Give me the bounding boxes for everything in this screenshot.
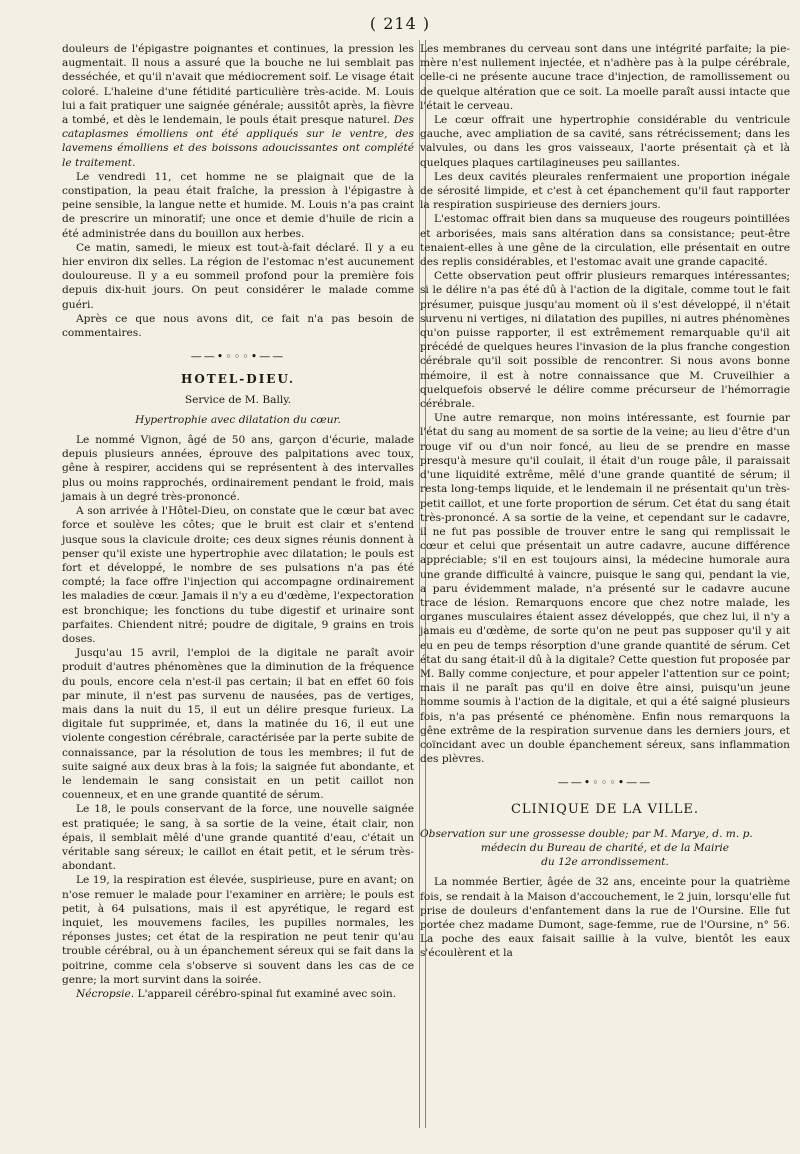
paragraph: Après ce que nous avons dit, ce fait n'a pas besoin de commentaires. xyxy=(62,312,414,340)
section-title: HOTEL-DIEU. xyxy=(181,372,295,387)
necropsy-label: Nécropsie. xyxy=(76,988,135,1000)
paragraph: Jusqu'au 15 avril, l'emploi de la digitale ne paraît avoir produit d'autres phénomènes que la diminution de la fréquence du pouls, encore cela n'est-il pas certain; il bat en effet 60 fois par minute, il n'est pas survenu de nausées, pas de vertiges, mais dans la nuit du 15, il eut un délire presque furieux. La digitale fut supprimée, et, dans la matinée du 16, il eut une violente congestion cérébrale, caractérisée par la perte subite de connaissance, par la résolution de tous les membres; il fut de suite saigné aux deux bras à la fois; la saignée fut abondante, et le lendemain le sang consistait en un petit caillot non couenneux, et en une grande quantité de sérum. xyxy=(62,647,414,802)
page-number: ( 214 ) xyxy=(369,14,431,33)
paragraph: Le cœur offrait une hypertrophie considérable du ventricule gauche, avec ampliation de sa cavité, sans rétrécissement; dans les valvules, ou dans les gros vaisseaux, l'aorte présentait çà et là quelques plaques cartilagineuses peu saillantes. xyxy=(420,114,790,169)
paragraph: Les membranes du cerveau sont dans une intégrité parfaite; la pie-mère n'est nullement injectée, et n'adhère pas à la pulpe cérébrale, celle-ci ne présente aucune trace d'injection, de ramollissement ou de quelque altération que ce soit. La moelle paraît aussi intacte que l'était le cerveau. xyxy=(420,43,790,112)
paragraph: Cette observation peut offrir plusieurs remarques intéressantes; si le délire n'a pas été dû à l'action de la digitale, comme tout le fait présumer, puisque jusqu'au moment où il s'est développé, il n'était survenu ni vertiges, ni dilatation des pupilles, ni autres phénomènes qu'on puisse rapporter, il est extrêmement remarquable qu'il ait précédé de quelques heures l'invasion de la plus franche congestion cérébrale qu'il soit possible de rencontrer. Si nous avons bonne mémoire, il est à notre connaissance que M. Cruveilhier a quelquefois observé le délire comme précurseur de l'hémorragie cérébrale. xyxy=(420,270,790,411)
case-title: Hypertrophie avec dilatation du cœur. xyxy=(135,413,341,426)
paragraph: douleurs de l'épigastre poignantes et continues, la pression les augmentait. Il nous a assuré que la bouche ne lui semblait pas desséchée, et qu'il n'avait que médiocrement soif. Le visage était coloré. L'haleine d'une fétidité particulière très-acide. M. Louis lui a fait pratiquer une saignée générale; aussitôt après, la fièvre a tombé, et dès le lendemain, le pouls était presque naturel. Des cataplasmes émolliens ont été appliqués sur le ventre, des lavemens émolliens et des boissons adoucissantes ont complété le traitement. xyxy=(62,43,414,169)
paragraph: Les deux cavités pleurales renfermaient une proportion inégale de sérosité limpide, et c'est à cet épanchement qu'il faut rapporter la respiration suspirieuse des derniers jours. xyxy=(420,170,790,212)
paragraph: A son arrivée à l'Hôtel-Dieu, on constate que le cœur bat avec force et soulève les côtes; que le bruit est clair et s'entend jusque sous la clavicule droite; ces deux signes réunis donnent à penser qu'il existe une hypertrophie avec dilatation; le pouls est fort et développé, le nombre de ses pulsations n'a pas été compté; la face offre l'injection qui accompagne ordinairement les maladies de cœur. Jamais il n'y a eu d'œdème, l'expectoration est bronchique; les fonctions du tube digestif et urinaire sont parfaites. Chiendent nitré; poudre de digitale, 9 grains en trois doses. xyxy=(62,505,414,645)
ornament-divider: ——•◦◦◦•—— xyxy=(557,776,653,790)
section-title: CLINIQUE DE LA VILLE. xyxy=(510,801,700,817)
paragraph: Une autre remarque, non moins intéressante, est fournie par l'état du sang au moment de sa sortie de la veine; au lieu d'être d'un rouge vif ou d'un noir foncé, au lieu de se prendre en masse presqu'à mesure qu'il coulait, il était d'un rouge pâle, il paraissait d'une liquidité extrême, mêlé d'une grande quantité de sérum; il resta long-temps liquide, et le lendemain il ne présentait qu'un très-petit caillot, et une forte proportion de sérum. Cet état du sang était très-prononcé. A sa sortie de la veine, et cependant sur le cadavre, il ne fut pas possible de trouver entre le sang qui remplissait le cœur et celui que présentait un autre cadavre, aucune différence appréciable; s'il en est toujours ainsi, la médecine humorale aura une grande difficulté à vaincre, puisque le sang qui, pendant la vie, a paru évidemment malade, n'a présenté sur le cadavre aucune trace de lésion. Remarquons encore que chez notre malade, les organes musculaires étaient assez développés, que chez lui, il n'y a jamais eu d'œdème, de sorte qu'on ne peut pas supposer qu'il y ait eu en peu de temps résorption d'une grande quantité de sérum. Cet état du sang était-il dû à la digitale? Cette question fut proposée par M. Bally comme conjecture, et pour appeler l'attention sur ce point; mais il ne paraît pas qu'il en doive être ainsi, puisqu'un jeune homme soumis à l'action de la digitale, et qui a été saigné plusieurs fois, n'a pas présenté ce phénomène. Enfin nous remarquons la gêne extrême de la respiration survenue dans les derniers jours, et coïncidant avec un double épanchement séreux, sans inflammation des plèvres. xyxy=(420,412,790,766)
paragraph: Le nommé Vignon, âgé de 50 ans, garçon d'écurie, malade depuis plusieurs années, éprouve des palpitations avec toux, gêne à respirer, accidens qui se représentent à des intervalles plus ou moins rapprochés, ordinairement pendant le froid, mais jamais à un degré très-prononcé. xyxy=(62,434,414,503)
observation-title: Observation sur une grossesse double; par M. Marye, d. m. p. médecin du Bureau de charité, et de la Mairie du 12e arrondissement. xyxy=(420,827,753,869)
service-title: Service de M. Bally. xyxy=(184,393,292,406)
paragraph: La nommée Bertier, âgée de 32 ans, enceinte pour la quatrième fois, se rendait à la Maison d'accouchement, le 2 juin, lorsqu'elle fut prise de douleurs d'enfantement dans la rue de l'Oursine. Elle fut portée chez madame Dumont, sage-femme, rue de l'Oursine, n° 56. La poche des eaux faisait saillie à la vulve, bientôt les eaux s'écoulèrent et la xyxy=(420,876,790,960)
paragraph: Ce matin, samedi, le mieux est tout-à-fait déclaré. Il y a eu hier environ dix selles. La région de l'estomac n'est aucunement douloureuse. Il y a eu sommeil profond pour la première fois depuis dix-huit jours. On peut considérer le malade comme guéri. xyxy=(62,241,414,311)
left-column xyxy=(62,42,414,1001)
paragraph: Nécropsie. L'appareil cérébro-spinal fut examiné avec soin. xyxy=(76,988,397,1000)
ornament-divider: ——•◦◦◦•—— xyxy=(190,350,286,364)
right-column xyxy=(420,42,790,961)
paragraph: Le 19, la respiration est élevée, suspirieuse, pure en avant; on n'ose remuer le malade pour l'examiner en arrière; le pouls est petit, à 64 pulsations, mais il est apyrétique, le regard est inquiet, les mouvemens faciles, les pupilles normales, les réponses justes; cet état de la respiration ne peut tenir qu'au trouble cérébral, ou à un épanchement séreux qui se fait dans la poitrine, comme cela s'observe si souvent dans les cas de ce genre; la mort survint dans la soirée. xyxy=(62,874,414,986)
paragraph: Le 18, le pouls conservant de la force, une nouvelle saignée est pratiquée; le sang, à sa sortie de la veine, était clair, non épais, il semblait mêlé d'une grande quantité d'eau, c'était un véritable sang séreux; le caillot en était petit, et le sérum très-abondant. xyxy=(62,803,414,873)
paragraph: Le vendredi 11, cet homme ne se plaignait que de la constipation, la peau était fraîche, la pression à l'épigastre à peine sensible, la langue nette et humide. M. Louis n'a pas craint de prescrire un minoratif; une once et demie d'huile de ricin a été administrée dans du bouillon aux herbes. xyxy=(62,170,414,240)
paragraph: L'estomac offrait bien dans sa muqueuse des rougeurs pointillées et arborisées, mais sans altération dans sa consistance; peut-être tenaient-elles à une gêne de la circulation, elle présentait en outre des replis considérables, et l'estomac avait une grande capacité. xyxy=(420,213,790,269)
